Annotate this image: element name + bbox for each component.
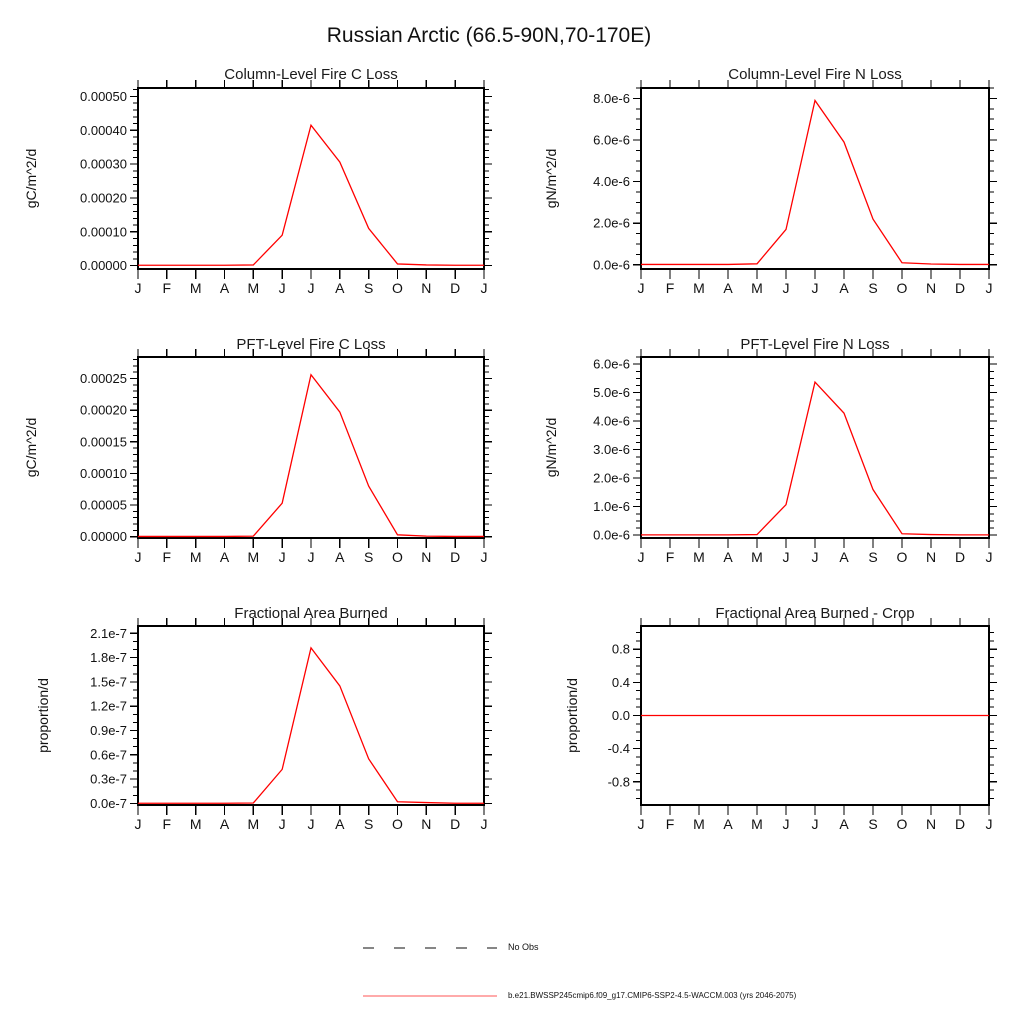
month-label: A bbox=[335, 280, 345, 296]
month-label: J bbox=[811, 549, 819, 565]
y-tick-label: 0.8 bbox=[611, 641, 630, 657]
y-tick-label: 3.0e-6 bbox=[593, 442, 630, 458]
legend-no-obs-label: No Obs bbox=[508, 942, 539, 952]
month-label: M bbox=[189, 280, 202, 296]
y-axis-unit-label: gN/m^2/d bbox=[543, 417, 559, 478]
chart-title-fractional-area-burned: Fractional Area Burned bbox=[234, 605, 388, 622]
month-label: M bbox=[189, 816, 202, 832]
y-tick-label: 0.3e-7 bbox=[90, 771, 127, 787]
chart-column-fire-c-loss bbox=[23, 80, 492, 296]
month-label: A bbox=[335, 549, 345, 565]
month-label: J bbox=[278, 280, 286, 296]
month-label: O bbox=[896, 549, 908, 565]
y-tick-label: 0.6e-7 bbox=[90, 747, 127, 763]
month-label: J bbox=[480, 280, 488, 296]
y-tick-label: 0.00040 bbox=[80, 122, 127, 138]
month-label: A bbox=[219, 816, 230, 832]
y-tick-label: 0.00020 bbox=[80, 402, 127, 418]
month-label: J bbox=[782, 549, 790, 565]
month-label: D bbox=[450, 816, 461, 832]
month-label: F bbox=[162, 816, 172, 832]
y-tick-label: 6.0e-6 bbox=[593, 356, 630, 372]
y-tick-label: 2.0e-6 bbox=[593, 470, 630, 486]
month-label: M bbox=[693, 549, 705, 565]
y-tick-label: 0.00025 bbox=[80, 371, 127, 387]
month-label: A bbox=[723, 280, 733, 296]
month-label: O bbox=[896, 280, 908, 296]
chart-title-column-fire-c-loss: Column-Level Fire C Loss bbox=[224, 66, 398, 83]
month-label: N bbox=[421, 280, 432, 296]
series-line bbox=[138, 375, 484, 537]
y-tick-label: 0.0e-7 bbox=[90, 795, 127, 811]
plot-frame bbox=[138, 88, 484, 269]
chart-title-pft-fire-n-loss: PFT-Level Fire N Loss bbox=[740, 336, 890, 353]
legend-case-label: b.e21.BWSSP245cmip6.f09_g17.CMIP6-SSP2-4.5-WACCM.003 (yrs 2046-2075) bbox=[508, 991, 797, 1000]
month-label: A bbox=[723, 549, 733, 565]
month-label: M bbox=[247, 816, 260, 832]
y-axis-unit-label: gC/m^2/d bbox=[23, 417, 39, 478]
month-label: A bbox=[723, 816, 733, 832]
month-label: D bbox=[450, 549, 461, 565]
month-label: N bbox=[925, 280, 937, 296]
y-tick-label: 2.0e-6 bbox=[593, 215, 630, 231]
chart-column-fire-n-loss bbox=[543, 80, 997, 296]
month-label: A bbox=[839, 549, 849, 565]
month-label: S bbox=[363, 280, 374, 296]
month-label: J bbox=[811, 816, 819, 832]
y-tick-label: 1.2e-7 bbox=[90, 698, 127, 714]
month-label: J bbox=[637, 816, 645, 832]
month-label: O bbox=[392, 549, 403, 565]
month-label: J bbox=[134, 549, 142, 565]
month-label: D bbox=[450, 280, 461, 296]
main-title: Russian Arctic (66.5-90N,70-170E) bbox=[326, 24, 652, 47]
plot-frame bbox=[138, 626, 484, 805]
month-label: J bbox=[985, 280, 993, 296]
y-tick-label: 1.5e-7 bbox=[90, 674, 127, 690]
month-label: O bbox=[392, 816, 403, 832]
month-label: J bbox=[278, 549, 286, 565]
y-tick-label: -0.8 bbox=[607, 774, 630, 790]
chart-pft-fire-n-loss bbox=[543, 349, 997, 565]
y-tick-label: -0.4 bbox=[607, 741, 630, 757]
month-label: D bbox=[954, 280, 966, 296]
y-tick-label: 6.0e-6 bbox=[593, 132, 630, 148]
month-label: M bbox=[247, 280, 260, 296]
chart-title-column-fire-n-loss: Column-Level Fire N Loss bbox=[728, 66, 902, 83]
month-label: A bbox=[839, 816, 849, 832]
month-label: N bbox=[421, 549, 432, 565]
y-tick-label: 5.0e-6 bbox=[593, 385, 630, 401]
y-tick-label: 1.0e-6 bbox=[593, 499, 630, 515]
y-tick-label: 0.0e-6 bbox=[593, 257, 630, 273]
y-tick-label: 0.00020 bbox=[80, 190, 127, 206]
month-label: N bbox=[925, 549, 937, 565]
chart-title-fractional-area-burned-crop: Fractional Area Burned - Crop bbox=[715, 605, 915, 622]
series-line bbox=[138, 125, 484, 265]
plot-frame bbox=[641, 88, 989, 269]
month-label: N bbox=[421, 816, 432, 832]
month-label: A bbox=[219, 280, 230, 296]
y-tick-label: 0.0 bbox=[611, 708, 630, 723]
month-label: O bbox=[392, 280, 403, 296]
month-label: J bbox=[480, 549, 488, 565]
month-label: J bbox=[985, 816, 993, 832]
y-tick-label: 2.1e-7 bbox=[90, 625, 127, 641]
legend-case-line bbox=[363, 991, 497, 1001]
month-label: M bbox=[751, 816, 763, 832]
y-tick-label: 0.0e-6 bbox=[593, 527, 630, 543]
y-tick-label: 0.00050 bbox=[80, 88, 127, 104]
month-label: J bbox=[134, 280, 142, 296]
y-axis-unit-label: gC/m^2/d bbox=[23, 148, 39, 209]
series-line bbox=[641, 100, 989, 264]
month-label: O bbox=[896, 816, 908, 832]
month-label: F bbox=[665, 549, 675, 565]
y-axis-unit-label: proportion/d bbox=[564, 678, 580, 753]
legend-no-obs-line bbox=[363, 943, 497, 953]
month-label: D bbox=[954, 816, 966, 832]
month-label: F bbox=[162, 549, 172, 565]
month-label: S bbox=[868, 549, 878, 565]
month-label: J bbox=[307, 816, 315, 832]
y-tick-label: 1.8e-7 bbox=[90, 650, 127, 666]
y-tick-label: 0.00005 bbox=[80, 497, 127, 513]
month-label: J bbox=[811, 280, 819, 296]
month-label: S bbox=[363, 816, 374, 832]
month-label: M bbox=[693, 816, 705, 832]
y-axis-unit-label: gN/m^2/d bbox=[543, 148, 559, 209]
y-tick-label: 0.4 bbox=[611, 674, 630, 690]
month-label: M bbox=[751, 280, 763, 296]
month-label: F bbox=[665, 816, 675, 832]
month-label: M bbox=[693, 280, 705, 296]
y-tick-label: 0.9e-7 bbox=[90, 722, 127, 738]
y-tick-label: 0.00030 bbox=[80, 156, 127, 172]
month-label: J bbox=[134, 816, 142, 832]
y-tick-label: 4.0e-6 bbox=[593, 174, 630, 190]
y-tick-label: 8.0e-6 bbox=[593, 90, 630, 106]
chart-pft-fire-c-loss bbox=[23, 349, 492, 565]
month-label: J bbox=[637, 280, 645, 296]
month-label: N bbox=[925, 816, 937, 832]
chart-title-pft-fire-c-loss: PFT-Level Fire C Loss bbox=[236, 336, 386, 353]
series-line bbox=[641, 382, 989, 535]
month-label: S bbox=[868, 280, 878, 296]
month-label: J bbox=[782, 280, 790, 296]
plot-frame bbox=[138, 357, 484, 538]
month-label: F bbox=[162, 280, 172, 296]
chart-fractional-area-burned-crop bbox=[564, 618, 997, 832]
month-label: J bbox=[307, 280, 315, 296]
month-label: M bbox=[189, 549, 202, 565]
month-label: J bbox=[278, 816, 286, 832]
month-label: F bbox=[665, 280, 675, 296]
month-label: J bbox=[307, 549, 315, 565]
month-label: S bbox=[868, 816, 878, 832]
month-label: A bbox=[219, 549, 230, 565]
chart-fractional-area-burned bbox=[35, 618, 492, 832]
y-tick-label: 0.00000 bbox=[80, 258, 127, 274]
y-tick-label: 0.00000 bbox=[80, 529, 127, 545]
series-line bbox=[138, 648, 484, 803]
y-axis-unit-label: proportion/d bbox=[35, 678, 51, 753]
y-tick-label: 4.0e-6 bbox=[593, 413, 630, 429]
y-tick-label: 0.00010 bbox=[80, 224, 127, 240]
y-tick-label: 0.00015 bbox=[80, 434, 127, 450]
month-label: A bbox=[335, 816, 345, 832]
month-label: M bbox=[751, 549, 763, 565]
y-tick-label: 0.00010 bbox=[80, 465, 127, 481]
month-label: J bbox=[480, 816, 488, 832]
month-label: D bbox=[954, 549, 966, 565]
month-label: J bbox=[637, 549, 645, 565]
month-label: M bbox=[247, 549, 260, 565]
month-label: J bbox=[985, 549, 993, 565]
month-label: S bbox=[363, 549, 374, 565]
month-label: A bbox=[839, 280, 849, 296]
month-label: J bbox=[782, 816, 790, 832]
